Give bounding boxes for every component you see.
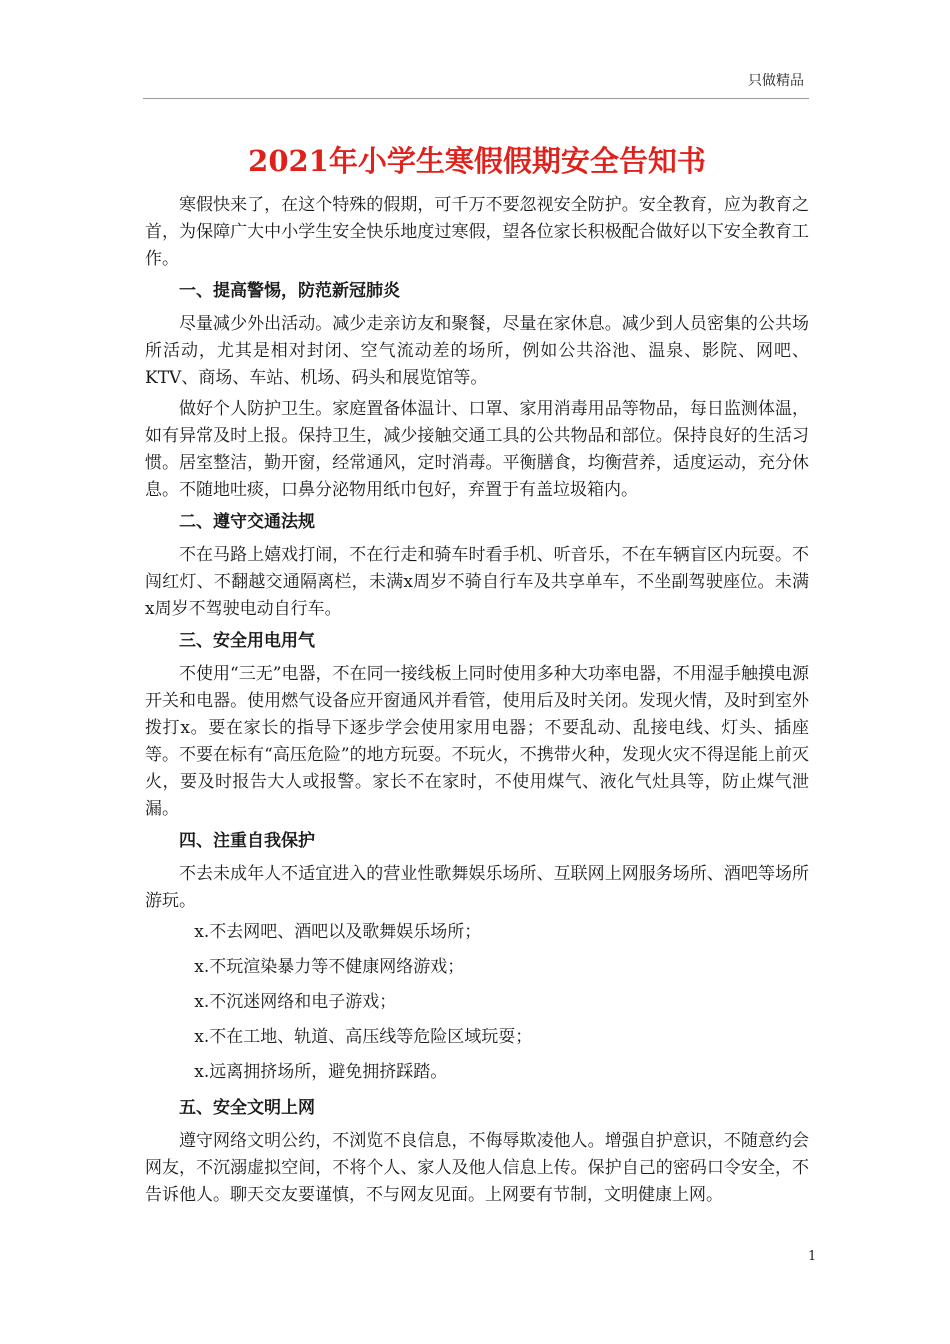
section-5 <box>145 1094 809 1209</box>
document-title: 2021年小学生寒假假期安全告知书 <box>248 144 706 178</box>
section-paragraph: 不去未成年人不适宜进入的营业性歌舞娱乐场所、互联网上网服务场所、酒吧等场所游玩。 <box>145 864 809 911</box>
list-item: x.不在工地、轨道、高压线等危险区域玩耍； <box>194 1027 533 1047</box>
section-heading: 四、注重自我保护 <box>179 831 315 851</box>
section-heading: 三、安全用电用气 <box>179 631 315 651</box>
section-4 <box>145 827 809 1086</box>
header-note: 只做精品 <box>748 73 804 89</box>
section-paragraph: 做好个人防护卫生。家庭置备体温计、口罩、家用消毒用品等物品，每日监测体温，如有异常及时上报。保持卫生，减少接触交通工具的公共物品和部位。保持良好的生活习惯。居室整洁，勤开窗，经常通风，定时消毒。平衡膳食，均衡营养，适度运动，充分休息。不随地吐痰，口鼻分泌物用纸巾包好，弃置于有盖垃圾箱内。 <box>145 399 809 500</box>
document-body <box>145 142 809 1213</box>
page-number: 1 <box>808 1249 817 1264</box>
header-divider <box>143 98 809 99</box>
section-3 <box>145 627 809 823</box>
section-heading: 二、遵守交通法规 <box>179 512 315 532</box>
list-item: x.不玩渲染暴力等不健康网络游戏； <box>194 957 465 977</box>
section-2 <box>145 508 809 623</box>
section-paragraph: 不在马路上嬉戏打闹，不在行走和骑车时看手机、听音乐，不在车辆盲区内玩耍。不闯红灯、不翻越交通隔离栏，未满x周岁不骑自行车及共享单车，不坐副驾驶座位。未满x周岁不驾驶电动自行车。 <box>145 545 809 619</box>
list-item: x.远离拥挤场所，避免拥挤踩踏。 <box>194 1062 448 1082</box>
section-heading: 一、提高警惕，防范新冠肺炎 <box>179 281 400 301</box>
section-paragraph: 尽量减少外出活动。减少走亲访友和聚餐，尽量在家休息。减少到人员密集的公共场所活动，尤其是相对封闭、空气流动差的场所，例如公共浴池、温泉、影院、网吧、KTV、商场、车站、机场、码头和展览馆等。 <box>145 314 809 388</box>
section-1 <box>145 277 809 504</box>
section-paragraph: 遵守网络文明公约，不浏览不良信息，不侮辱欺凌他人。增强自护意识，不随意约会网友，不沉溺虚拟空间，不将个人、家人及他人信息上传。保护自己的密码口令安全，不告诉他人。聊天交友要谨慎，不与网友见面。上网要有节制，文明健康上网。 <box>145 1131 809 1205</box>
section-paragraph: 不使用“三无”电器，不在同一接线板上同时使用多种大功率电器，不用湿手触摸电源开关和电器。使用燃气设备应开窗通风并看管，使用后及时关闭。发现火情，及时到室外拨打x。要在家长的指导下逐步学会使用家用电器；不要乱动、乱接电线、灯头、插座等。不要在标有“高压危险”的地方玩耍。不玩火，不携带火种，发现火灾不得逞能上前灭火，要及时报告大人或报警。家长不在家时，不使用煤气、液化气灶具等，防止煤气泄漏。 <box>145 664 809 819</box>
section-heading: 五、安全文明上网 <box>179 1098 315 1118</box>
list-item: x.不沉迷网络和电子游戏； <box>194 992 397 1012</box>
list-item: x.不去网吧、酒吧以及歌舞娱乐场所； <box>194 922 482 942</box>
intro-paragraph: 寒假快来了，在这个特殊的假期，可千万不要忽视安全防护。安全教育，应为教育之首，为保障广大中小学生安全快乐地度过寒假，望各位家长积极配合做好以下安全教育工作。 <box>145 195 809 269</box>
